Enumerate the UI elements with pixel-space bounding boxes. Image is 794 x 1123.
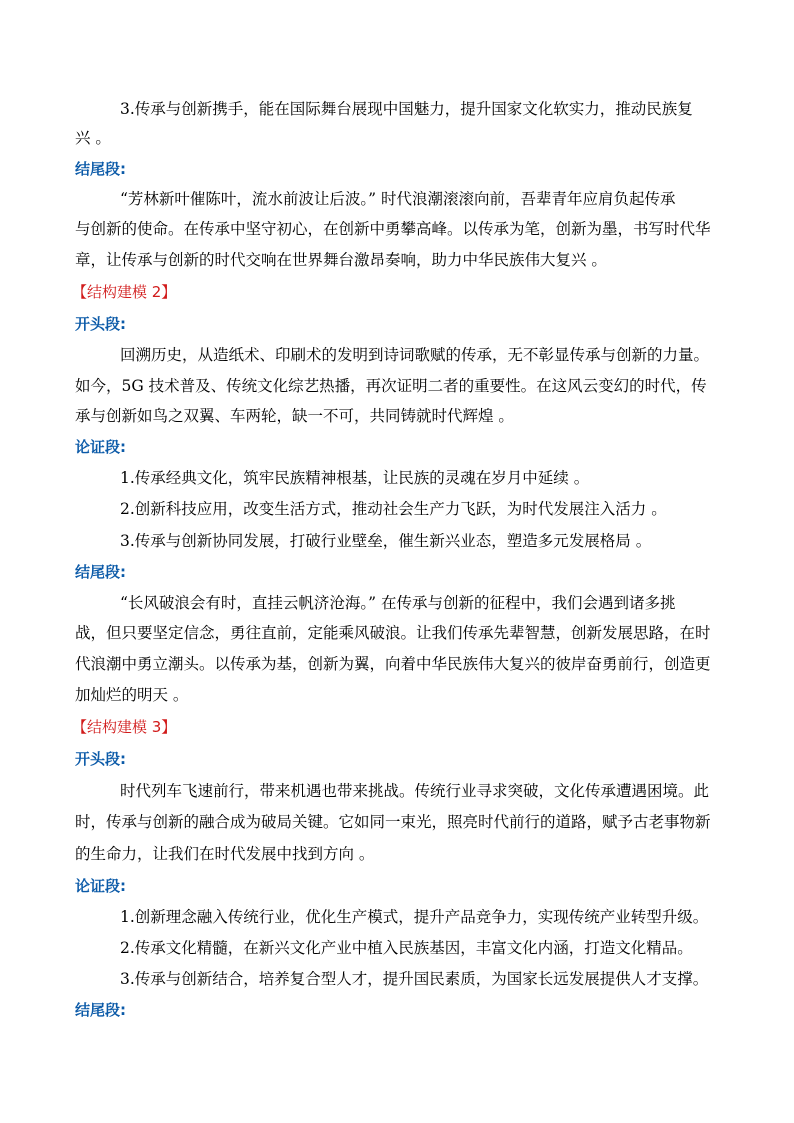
argument-point-3: 3.传承与创新携手，能在国际舞台展现中国魅力，提升国家文化软实力，推动民族复 [120,100,693,118]
section-heading: 【结构建模 2】 [72,283,177,301]
ending-paragraph-line: 与创新的使命。在传承中坚守初心，在创新中勇攀高峰。以传承为笔，创新为墨，书写时代华 [75,220,711,238]
ending-paragraph-line: “长风破浪会有时，直挂云帆济沧海。” 在传承与创新的征程中，我们会遇到诸多挑 [120,594,676,612]
ending-label: 结尾段: [75,160,126,178]
opening-label: 开头段: [75,750,126,768]
ending-paragraph-line: 章，让传承与创新的时代交响在世界舞台激昂奏响，助力中华民族伟大复兴 。 [75,251,607,269]
opening-paragraph-line: 如今，5G 技术普及、传统文化综艺热播，再次证明二者的重要性。在这风云变幻的时代，传 [75,377,707,395]
argument-point: 3.传承与创新协同发展，打破行业壁垒，催生新兴业态，塑造多元发展格局 。 [120,532,652,550]
ending-paragraph-line: 加灿烂的明天 。 [75,686,189,704]
argument-point: 3.传承与创新结合，培养复合型人才，提升国民素质，为国家长远发展提供人才支撑。 [120,970,709,988]
argument-point: 1.创新理念融入传统行业，优化生产模式，提升产品竞争力，实现传统产业转型升级。 [120,908,709,926]
ending-paragraph-line: 战，但只要坚定信念，勇往直前，定能乘风破浪。让我们传承先辈智慧，创新发展思路，在时 [75,624,711,642]
opening-paragraph-line: 时，传承与创新的融合成为破局关键。它如同一束光，照亮时代前行的道路，赋予古老事物新 [75,813,711,831]
opening-paragraph-line: 的生命力，让我们在时代发展中找到方向 。 [75,845,375,863]
argument-point: 1.传承经典文化，筑牢民族精神根基，让民族的灵魂在岁月中延续 。 [120,469,590,487]
ending-paragraph-line: “芳林新叶催陈叶，流水前波让后波。” 时代浪潮滚滚向前，吾辈青年应肩负起传承 [120,190,676,208]
argument-label: 论证段: [75,438,126,456]
opening-paragraph-line: 时代列车飞速前行，带来机遇也带来挑战。传统行业寻求突破，文化传承遭遇困境。此 [120,782,710,800]
argument-point-3-cont: 兴 。 [75,129,111,147]
argument-label: 论证段: [75,877,126,895]
opening-label: 开头段: [75,315,126,333]
argument-point: 2.传承文化精髓，在新兴文化产业中植入民族基因，丰富文化内涵，打造文化精品。 [120,939,693,957]
ending-paragraph-line: 代浪潮中勇立潮头。以传承为基，创新为翼，向着中华民族伟大复兴的彼岸奋勇前行，创造更 [75,655,711,673]
section-heading: 【结构建模 3】 [72,718,177,736]
opening-paragraph-line: 回溯历史，从造纸术、印刷术的发明到诗词歌赋的传承，无不彰显传承与创新的力量。 [120,346,710,364]
ending-label: 结尾段: [75,563,126,581]
ending-label: 结尾段: [75,1001,126,1019]
opening-paragraph-line: 承与创新如鸟之双翼、车两轮，缺一不可，共同铸就时代辉煌 。 [75,407,514,425]
argument-point: 2.创新科技应用，改变生活方式，推动社会生产力飞跃，为时代发展注入活力 。 [120,500,667,518]
